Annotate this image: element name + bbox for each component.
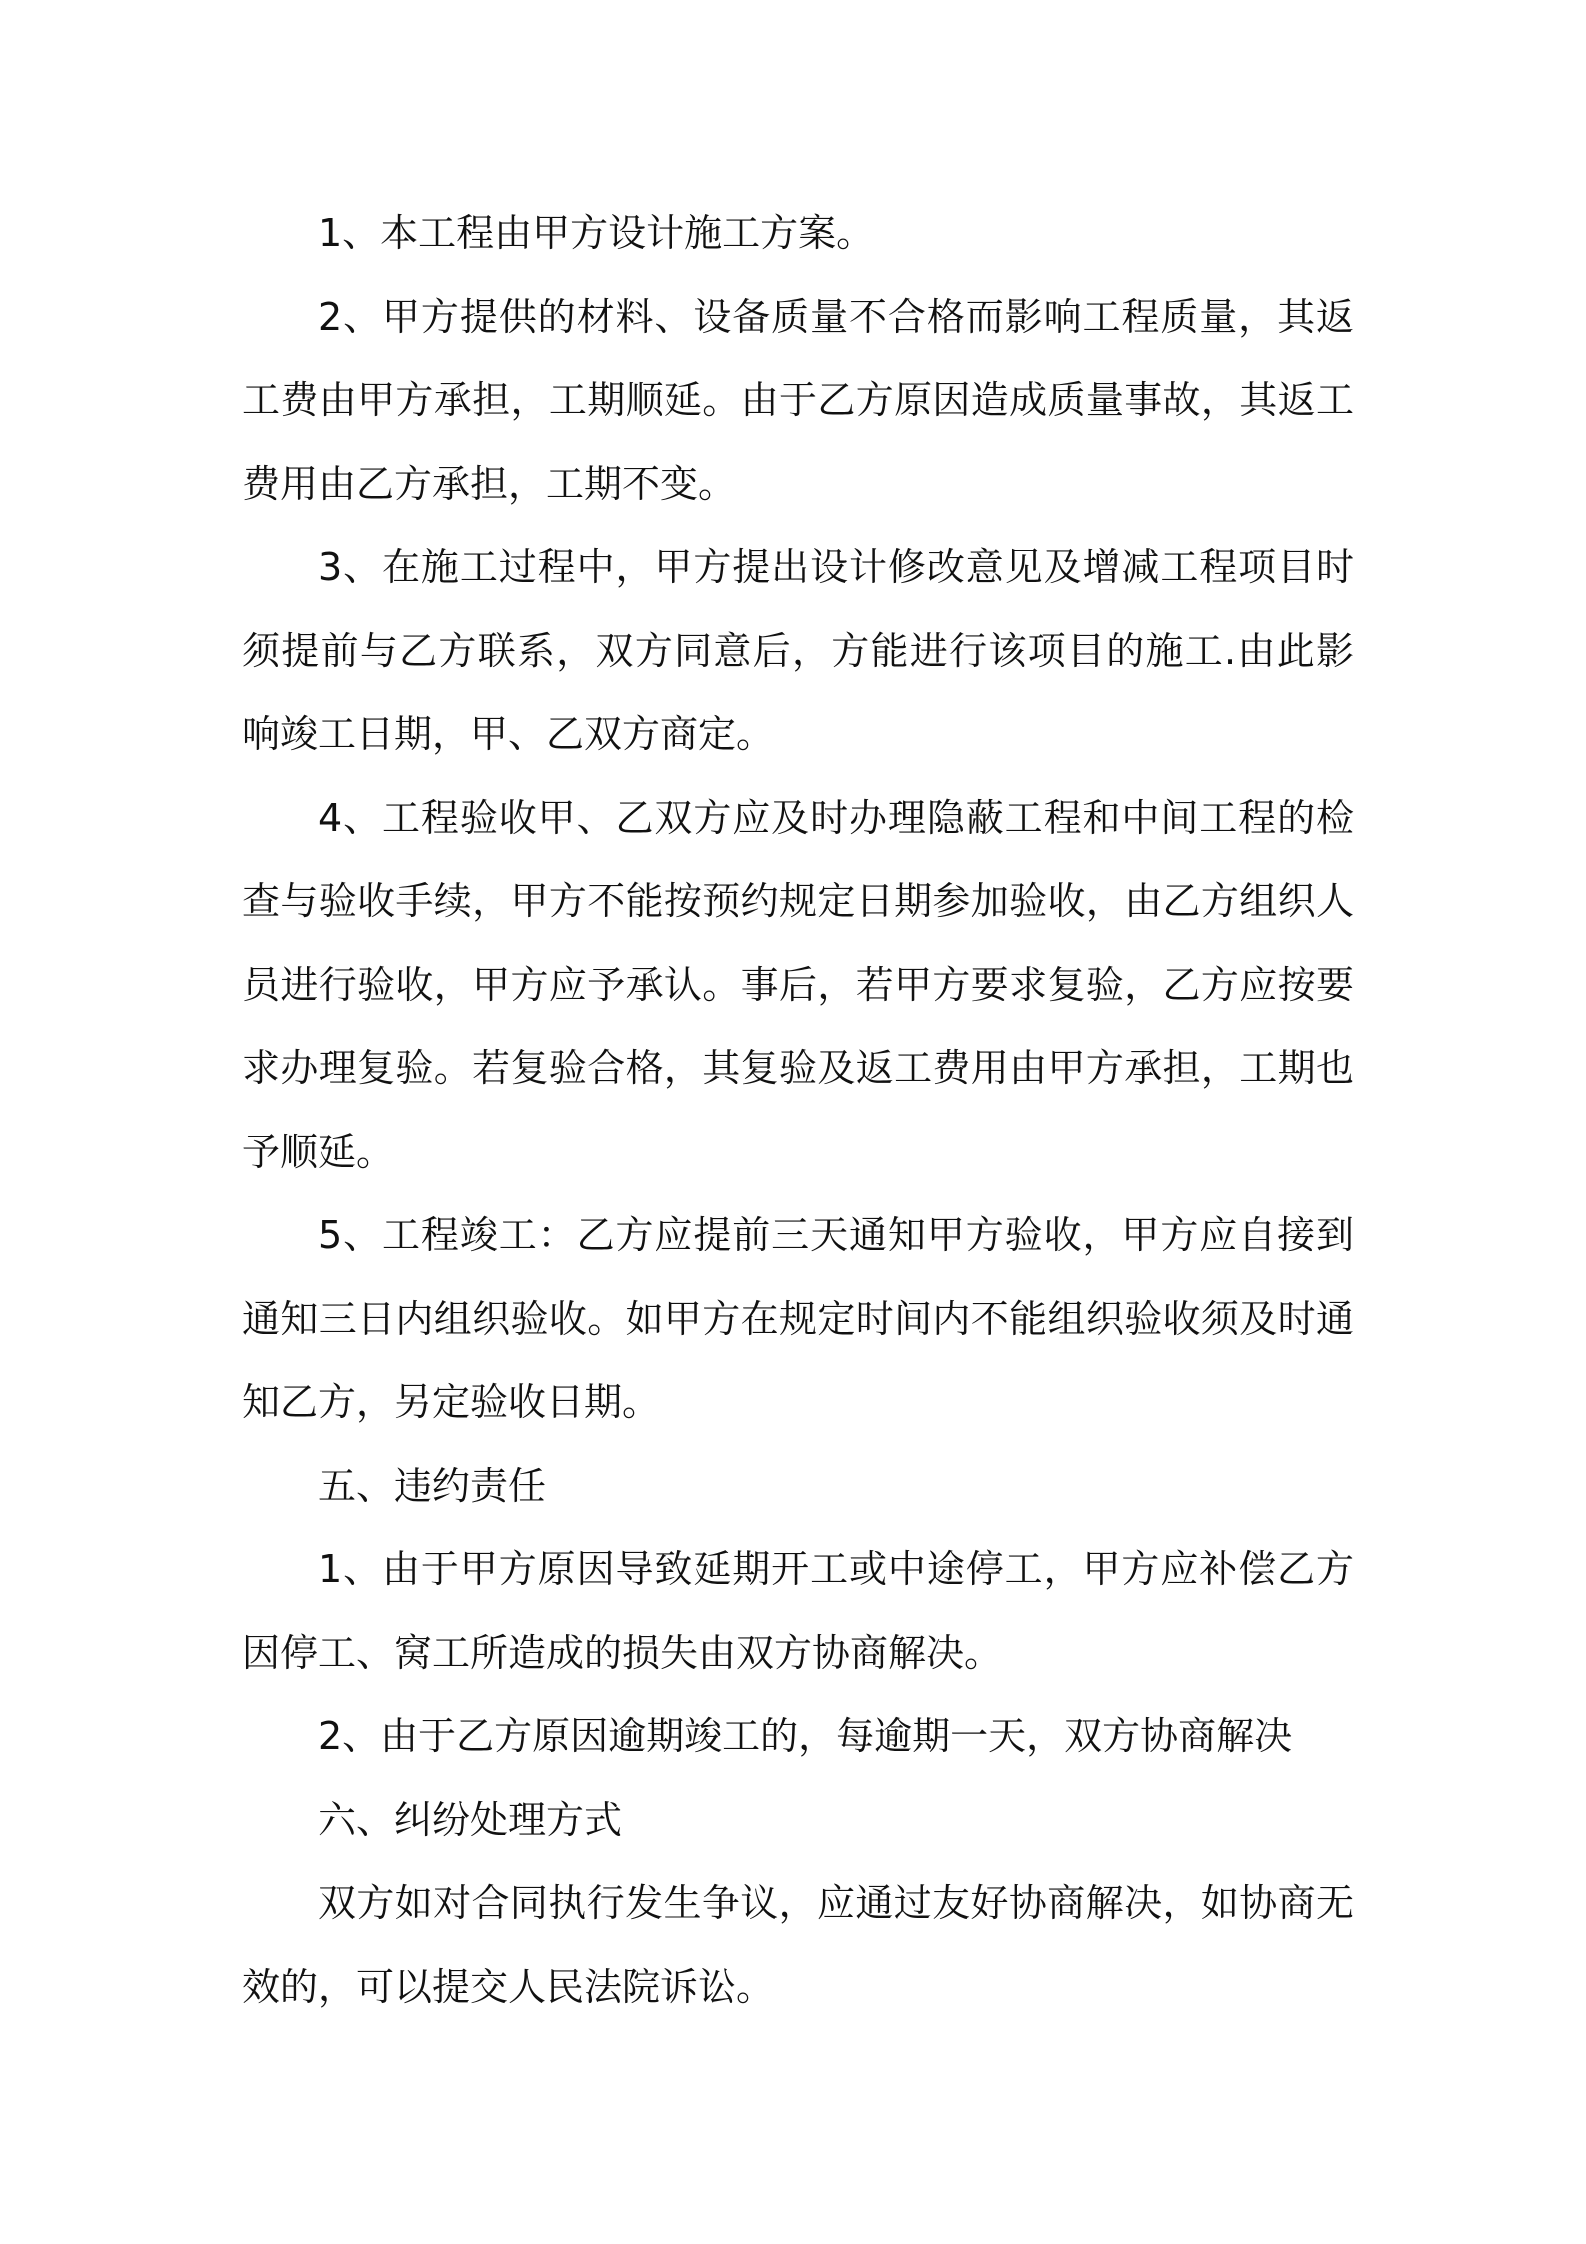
paragraph-clause-4: 4、工程验收甲、乙双方应及时办理隐蔽工程和中间工程的检查与验收手续，甲方不能按预约规定日期参加验收，由乙方组织人员进行验收，甲方应予承认。事后，若甲方要求复验，乙方应按要求办理复验。若复验合格，其复验及返工费用由甲方承担，工期也予顺延。 (242, 795, 1354, 1174)
paragraph-dispute: 双方如对合同执行发生争议，应通过友好协商解决，如协商无效的，可以提交人民法院诉讼。 (242, 1881, 1354, 2009)
section-heading-dispute-resolution: 六、纠纷处理方式 (318, 1797, 623, 1842)
paragraph-clause-3: 3、在施工过程中，甲方提出设计修改意见及增减工程项目时须提前与乙方联系，双方同意后，方能进行该项目的施工.由此影响竣工日期，甲、乙双方商定。 (242, 545, 1354, 756)
paragraph-breach-1: 1、由于甲方原因导致延期开工或中途停工，甲方应补偿乙方因停工、窝工所造成的损失由双方协商解决。 (242, 1547, 1354, 1675)
paragraph-clause-5: 5、工程竣工：乙方应提前三天通知甲方验收，甲方应自接到通知三日内组织验收。如甲方在规定时间内不能组织验收须及时通知乙方，另定验收日期。 (242, 1213, 1354, 1424)
section-heading-breach-liability: 五、违约责任 (318, 1463, 547, 1508)
paragraph-clause-2: 2、甲方提供的材料、设备质量不合格而影响工程质量，其返工费由甲方承担，工期顺延。由于乙方原因造成质量事故，其返工费用由乙方承担，工期不变。 (242, 294, 1354, 506)
paragraph-breach-2: 2、由于乙方原因逾期竣工的，每逾期一天，双方协商解决 (318, 1714, 1293, 1758)
paragraph-clause-1: 1、本工程由甲方设计施工方案。 (318, 211, 875, 255)
document-body (242, 192, 1354, 2029)
